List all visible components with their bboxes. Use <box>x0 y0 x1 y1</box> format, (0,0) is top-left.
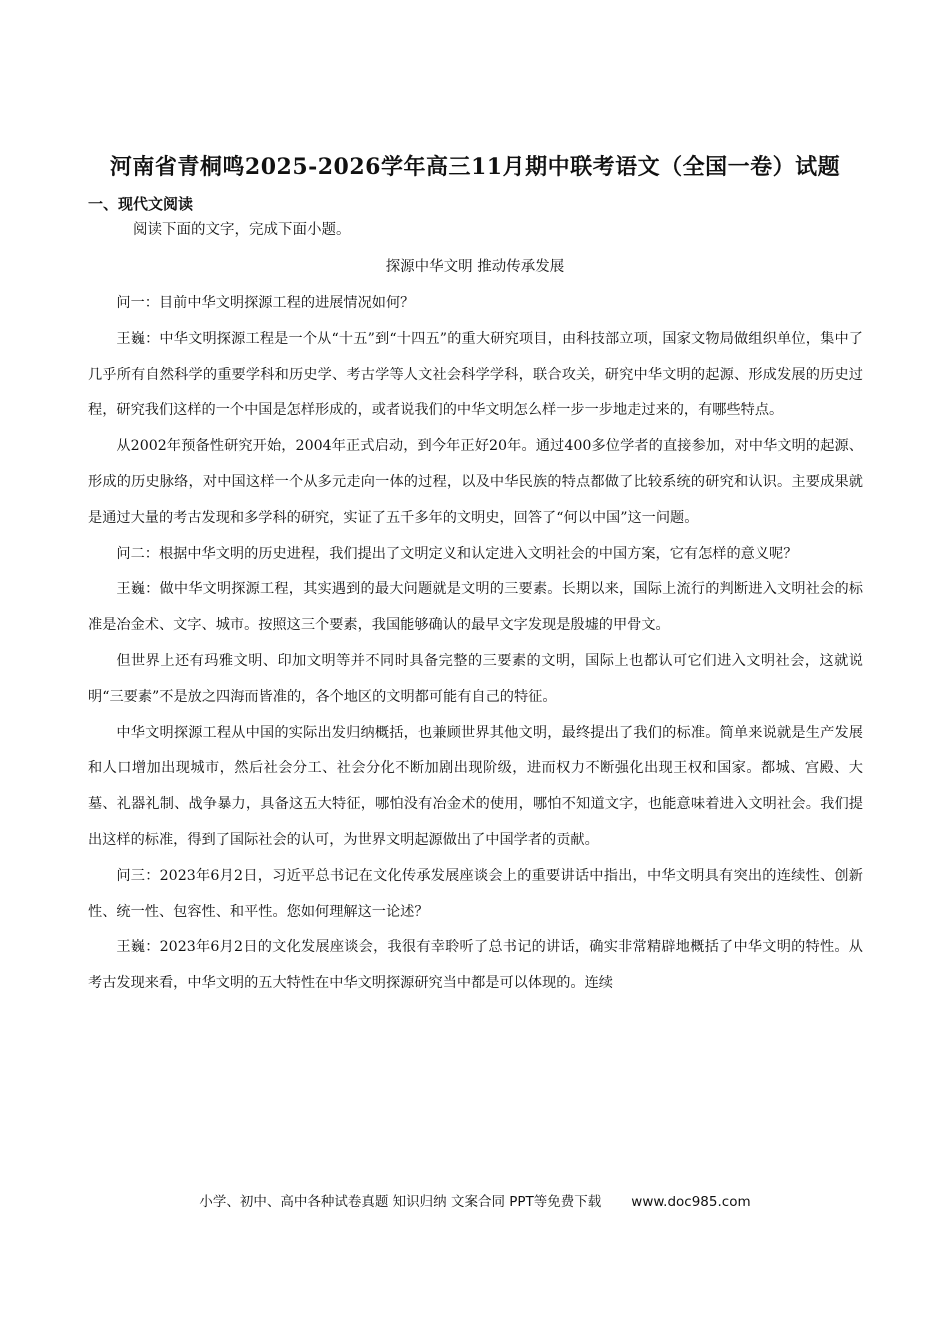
footer-text: 小学、初中、高中各种试卷真题 知识归纳 文案合同 PPT等免费下载 <box>199 1194 602 1210</box>
footer-url[interactable]: www.doc985.com <box>631 1194 751 1210</box>
paragraph-answer-2c: 中华文明探源工程从中国的实际出发归纳概括，也兼顾世界其他文明，最终提出了我们的标准。简单来说就是生产发展和人口增加出现城市，然后社会分工、社会分化不断加剧出现阶级，进而权力不断强化出现王权和国家。都城、宫殿、大墓、礼器礼制、战争暴力，具备这五大特征，哪怕没有冶金术的使用，哪怕不知道文字，也能意味着进入文明社会。我们提出这样的标准，得到了国际社会的认可，为世界文明起源做出了中国学者的贡献。 <box>88 724 863 848</box>
reading-instruction: 阅读下面的文字，完成下面小题。 <box>133 222 351 238</box>
section-heading: 一、现代文阅读 <box>88 195 194 213</box>
exam-title: 河南省青桐鸣2025-2026学年高三11月期中联考语文（全国一卷）试题 <box>109 154 841 180</box>
page-footer <box>40 1190 910 1210</box>
article-title: 探源中华文明 推动传承发展 <box>385 259 565 275</box>
paragraph-answer-2b: 但世界上还有玛雅文明、印加文明等并不同时具备完整的三要素的文明，国际上也都认可它们进入文明社会，这就说明“三要素”不是放之四海而皆准的，各个地区的文明都可能有自己的特征。 <box>88 652 863 705</box>
paragraph-answer-1a: 王巍：中华文明探源工程是一个从“十五”到“十四五”的重大研究项目，由科技部立项，国家文物局做组织单位，集中了几乎所有自然科学的重要学科和历史学、考古学等人文社会科学学科，联合攻关，研究中华文明的起源、形成发展的历史过程，研究我们这样的一个中国是怎样形成的，或者说我们的中华文明怎么样一步一步地走过来的，有哪些特点。 <box>88 330 863 419</box>
article-body <box>88 286 863 1002</box>
paragraph-answer-3a: 王巍：2023年6月2日的文化发展座谈会，我很有幸聆听了总书记的讲话，确实非常精辟地概括了中华文明的特性。从考古发现来看，中华文明的五大特性在中华文明探源研究当中都是可以体现的。连续 <box>88 939 863 992</box>
paragraph-q3: 问三：2023年6月2日，习近平总书记在文化传承发展座谈会上的重要讲话中指出，中华文明具有突出的连续性、创新性、统一性、包容性、和平性。您如何理解这一论述？ <box>88 867 863 920</box>
paragraph-q1: 问一：目前中华文明探源工程的进展情况如何？ <box>116 295 415 311</box>
paragraph-q2: 问二：根据中华文明的历史进程，我们提出了文明定义和认定进入文明社会的中国方案，它有怎样的意义呢？ <box>116 545 798 562</box>
paragraph-answer-2a: 王巍：做中华文明探源工程，其实遇到的最大问题就是文明的三要素。长期以来，国际上流行的判断进入文明社会的标准是冶金术、文字、城市。按照这三个要素，我国能够确认的最早文字发现是殷墟的甲骨文。 <box>88 581 863 634</box>
paragraph-answer-1b: 从2002年预备性研究开始，2004年正式启动，到今年正好20年。通过400多位学者的直接参加，对中华文明的起源、形成的历史脉络，对中国这样一个从多元走向一体的过程，以及中华民族的特点都做了比较系统的研究和认识。主要成果就是通过大量的考古发现和多学科的研究，实证了五千多年的文明史，回答了“何以中国”这一问题。 <box>88 438 863 526</box>
